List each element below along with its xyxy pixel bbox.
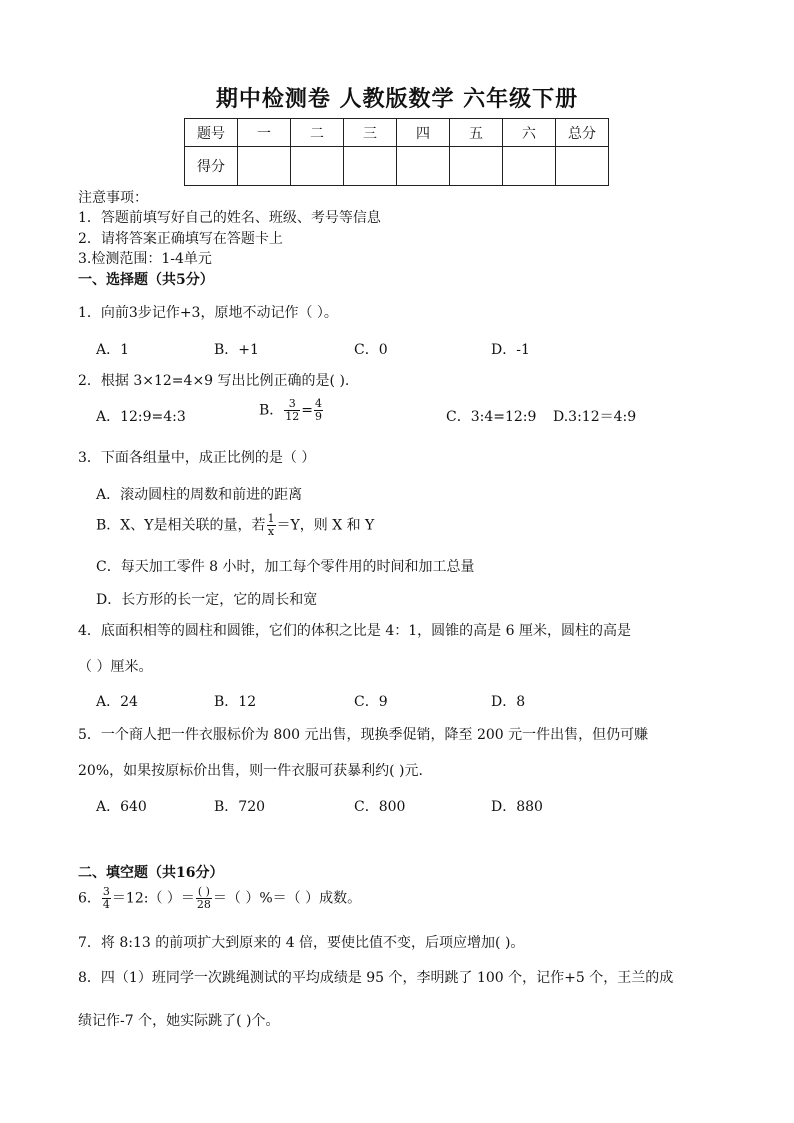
option-d[interactable]: D．8: [491, 694, 526, 710]
option-a[interactable]: A．640: [96, 799, 147, 815]
option-b-text-end: ＝Y，则 X 和 Y: [276, 517, 375, 534]
question-number: 6．: [78, 890, 101, 907]
option-a[interactable]: A．24: [96, 694, 138, 710]
fraction-numerator: ( ): [197, 885, 210, 898]
score-cell[interactable]: [556, 147, 609, 186]
question-stem: 8．四（1）班同学一次跳绳测试的平均成绩是 95 个，李明跳了 100 个，记作+5 个，王兰的成: [78, 970, 674, 986]
fraction-numerator: 1: [267, 512, 275, 525]
option-b-label: B．: [259, 402, 284, 419]
option-c[interactable]: C．800: [354, 799, 406, 815]
question-stem: 5．一个商人把一件衣服标价为 800 元出售，现换季促销，降至 200 元一件出售，但仍可赚: [78, 727, 649, 743]
question-6: [78, 886, 361, 911]
fraction-numerator: 3: [102, 885, 110, 898]
option-d[interactable]: D．长方形的长一定，它的周长和宽: [96, 592, 318, 608]
score-cell[interactable]: [344, 147, 397, 186]
score-cell[interactable]: [397, 147, 450, 186]
fraction: [314, 398, 323, 423]
score-row-label: 得分: [185, 147, 238, 186]
score-cell[interactable]: [291, 147, 344, 186]
fraction: [267, 513, 276, 538]
option-d[interactable]: D.3:12＝4:9: [553, 409, 637, 425]
score-header-cell: 总分: [556, 119, 609, 147]
notes-heading: 注意事项：: [78, 190, 148, 206]
score-header-cell: 一: [238, 119, 291, 147]
question-stem: 1．向前3步记作+3，原地不动记作（ ）。: [78, 305, 338, 321]
option-a[interactable]: A．12:9=4:3: [96, 409, 186, 425]
option-d[interactable]: D．880: [491, 799, 543, 815]
score-cell[interactable]: [450, 147, 503, 186]
fraction: [284, 398, 300, 423]
question-stem: 4．底面积相等的圆柱和圆锥，它们的体积之比是 4：1，圆锥的高是 6 厘米，圆柱的高是: [78, 623, 631, 639]
question-text: ＝12:（ ）＝: [111, 890, 195, 907]
section-heading: 二、填空题（共16分）: [78, 865, 224, 881]
option-b[interactable]: B．+1: [214, 342, 259, 358]
option-a[interactable]: A．滚动圆柱的周数和前进的距离: [96, 487, 303, 503]
score-header-cell: 三: [344, 119, 397, 147]
question-text-end: ＝（ ）%＝（ ）成数。: [212, 890, 362, 907]
score-table: [184, 118, 609, 186]
fraction-denominator: 4: [102, 898, 110, 911]
fraction-denominator: x: [267, 525, 275, 538]
fraction-denominator: 9: [315, 410, 323, 423]
score-cell[interactable]: [238, 147, 291, 186]
option-c[interactable]: C．9: [354, 694, 388, 710]
option-c[interactable]: C．3:4=12:9: [446, 409, 537, 425]
score-table-score-row: [185, 147, 609, 186]
score-header-cell: 五: [450, 119, 503, 147]
score-header-cell: 六: [503, 119, 556, 147]
note-item: 1．答题前填写好自己的姓名、班级、考号等信息: [78, 210, 381, 226]
option-a[interactable]: A．1: [96, 342, 130, 358]
equals-sign: =: [301, 402, 314, 419]
question-stem-cont: 20%，如果按原标价出售，则一件衣服可获暴利约( )元.: [78, 763, 423, 779]
fraction: [102, 886, 111, 911]
section-heading: 一、选择题（共5分）: [78, 272, 214, 288]
option-b[interactable]: [259, 398, 324, 423]
option-b[interactable]: B．12: [214, 694, 257, 710]
question-stem: 7．将 8:13 的前项扩大到原来的 4 倍，要使比值不变，后项应增加( )。: [78, 935, 525, 951]
score-header-cell: 二: [291, 119, 344, 147]
option-b[interactable]: [96, 513, 374, 538]
fraction-numerator: 3: [284, 398, 300, 411]
fraction-denominator: 12: [285, 410, 300, 423]
option-b[interactable]: B．720: [214, 799, 266, 815]
option-c[interactable]: C．0: [354, 342, 388, 358]
score-header-cell: 四: [397, 119, 450, 147]
option-d[interactable]: D．-1: [491, 342, 530, 358]
fraction: [196, 886, 212, 911]
question-stem-cont: （ ）厘米。: [78, 659, 153, 675]
score-table-header-row: [185, 119, 609, 147]
option-c[interactable]: C．每天加工零件 8 小时，加工每个零件用的时间和加工总量: [96, 559, 475, 575]
page-title: 期中检测卷 人教版数学 六年级下册: [215, 86, 579, 112]
question-stem: 2．根据 3×12=4×9 写出比例正确的是( ).: [78, 373, 350, 389]
fraction-numerator: 4: [315, 397, 323, 410]
fraction-denominator: 28: [196, 898, 211, 911]
score-cell[interactable]: [503, 147, 556, 186]
option-b-text: B．X、Y是相关联的量，若: [96, 517, 266, 534]
note-item: 3.检测范围：1-4单元: [78, 251, 212, 267]
score-header-cell: 题号: [185, 119, 238, 147]
question-stem: 3．下面各组量中，成正比例的是（ ）: [78, 450, 316, 466]
note-item: 2．请将答案正确填写在答题卡上: [78, 231, 283, 247]
question-stem-cont: 绩记作-7 个，她实际跳了( )个。: [78, 1013, 280, 1029]
